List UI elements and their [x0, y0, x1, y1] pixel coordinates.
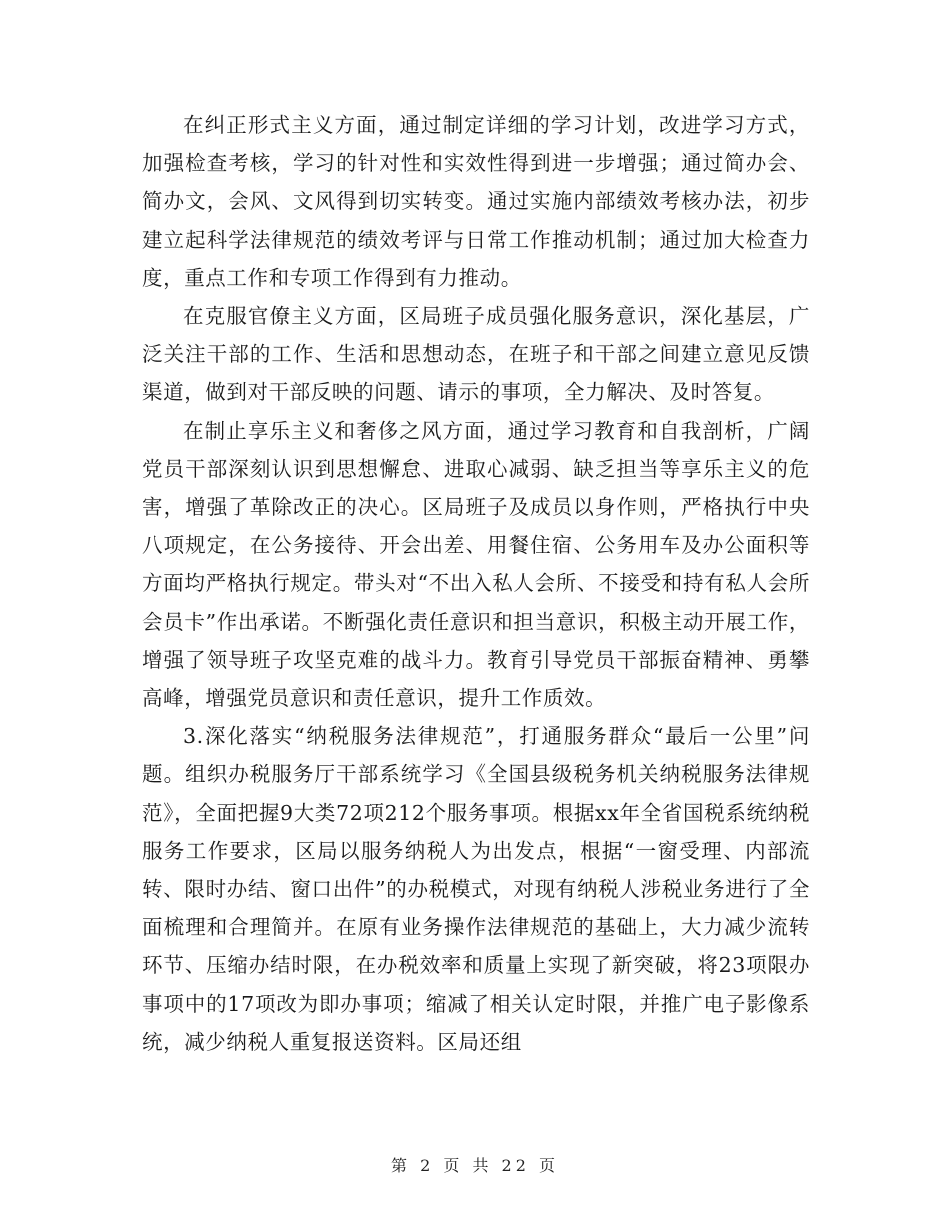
paragraph-bureaucratism: 在克服官僚主义方面，区局班子成员强化服务意识，深化基层，广泛关注干部的工作、生活和思想动态，在班子和干部之间建立意见反馈渠道，做到对干部反映的问题、请示的事项，全力解决、及时答复。	[142, 304, 810, 405]
paragraph-tax-service: 3.深化落实“纳税服务法律规范”，打通服务群众“最后一公里”问题。组织办税服务厅干部系统学习《全国县级税务机关纳税服务法律规范》，全面把握9大类72项212个服务事项。根据xx年全省国税系统纳税服务工作要求，区局以服务纳税人为出发点，根据“一窗受理、内部流转、限时办结、窗口出件”的办税模式，对现有纳税人涉税业务进行了全面梳理和合理简并。在原有业务操作法律规范的基础上，大力减少流转环节、压缩办结时限，在办税效率和质量上实现了新突破，将23项限办事项中的17项改为即办事项；缩减了相关认定时限，并推广电子影像系统，减少纳税人重复报送资料。区局还组	[142, 724, 810, 1054]
page-footer: 第 2 页 共 22 页	[391, 1156, 559, 1175]
paragraph-formalism: 在纠正形式主义方面，通过制定详细的学习计划，改进学习方式，加强检查考核，学习的针对性和实效性得到进一步增强；通过简办会、简办文，会风、文风得到切实转变。通过实施内部绩效考核办法，初步建立起科学法律规范的绩效考评与日常工作推动机制；通过加大检查力度，重点工作和专项工作得到有力推动。	[142, 113, 810, 290]
paragraph-hedonism: 在制止享乐主义和奢侈之风方面，通过学习教育和自我剖析，广阔党员干部深刻认识到思想懈怠、进取心减弱、缺乏担当等享乐主义的危害，增强了革除改正的决心。区局班子及成员以身作则，严格执行中央八项规定，在公务接待、开会出差、用餐住宿、公务用车及办公面积等方面均严格执行规定。带头对“不出入私人会所、不接受和持有私人会所会员卡”作出承诺。不断强化责任意识和担当意识，积极主动开展工作，增强了领导班子攻坚克难的战斗力。教育引导党员干部振奋精神、勇攀高峰，增强党员意识和责任意识，提升工作质效。	[142, 418, 810, 711]
document-body	[142, 106, 810, 1061]
